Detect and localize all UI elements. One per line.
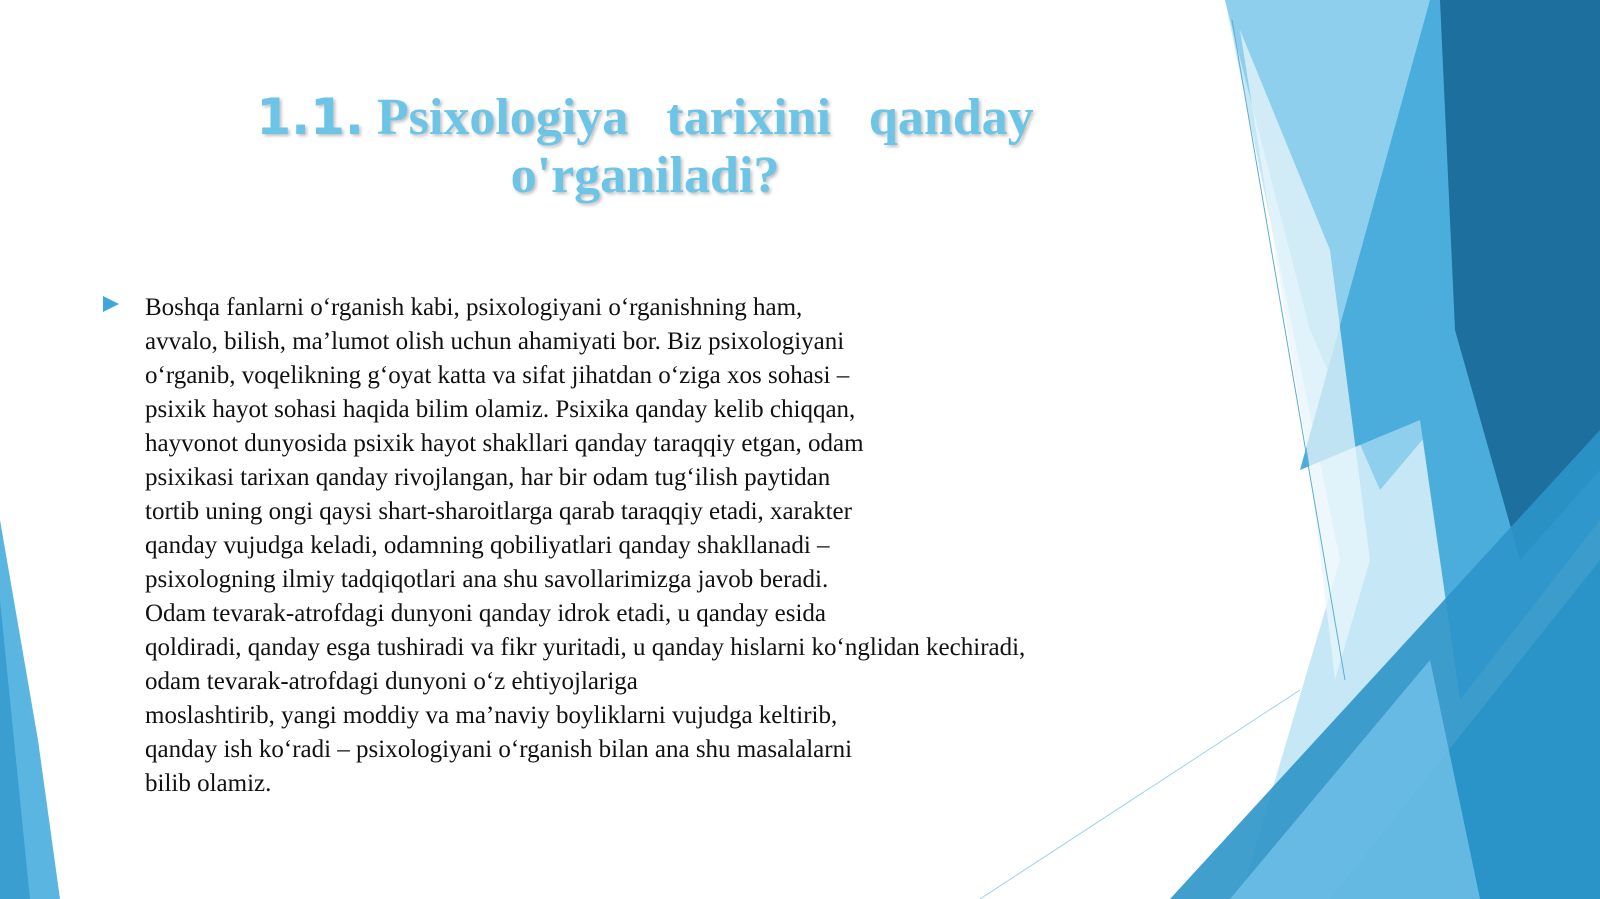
body-line: psixikasi tarixan qanday rivojlangan, har bir odam tug‘ilish paytidan: [145, 464, 831, 491]
body-line: bilib olamiz.: [145, 770, 272, 797]
body-line: Odam tevarak-atrofdagi dunyoni qanday idrok etadi, u qanday esida: [145, 600, 827, 627]
title-number: 1.1.: [256, 88, 364, 146]
body-line: qanday ish ko‘radi – psixologiyani o‘rganish bilan ana shu masalalarni: [145, 736, 853, 763]
body-line: hayvonot dunyosida psixik hayot shakllari qanday taraqqiy etgan, odam: [145, 430, 864, 457]
body-line: qanday vujudga keladi, odamning qobiliyatlari qanday shakllanadi –: [145, 532, 830, 559]
body-line: tortib uning ongi qaysi shart-sharoitlarga qarab taraqqiy etadi, xarakter: [145, 498, 852, 525]
body-line: psixologning ilmiy tadqiqotlari ana shu savollarimizga javob beradi.: [145, 566, 829, 593]
body-line: qoldiradi, qanday esga tushiradi va fikr yuritadi, u qanday hislarni ko‘nglidan kechiradi,: [145, 634, 1026, 661]
slide-title: [160, 88, 1130, 205]
body-line: avvalo, bilish, ma’lumot olish uchun ahamiyati bor. Biz psixologiyani: [145, 328, 845, 355]
body-line: psixik hayot sohasi haqida bilim olamiz. Psixika qanday kelib chiqqan,: [145, 396, 856, 423]
triangle-bullet-icon: [103, 296, 119, 312]
body-paragraph: [145, 291, 1165, 801]
title-text: Psixologiya tarixini qanday o'rganiladi?: [376, 89, 1053, 204]
body-line: moslashtirib, yangi moddiy va ma’naviy boyliklarni vujudga keltirib,: [145, 702, 838, 729]
body-line: odam tevarak-atrofdagi dunyoni o‘z ehtiyojlariga: [145, 668, 638, 695]
body-line: Boshqa fanlarni o‘rganish kabi, psixologiyani o‘rganishning ham,: [145, 294, 803, 321]
body-line: o‘rganib, voqelikning g‘oyat katta va sifat jihatdan o‘ziga xos sohasi –: [145, 362, 850, 389]
